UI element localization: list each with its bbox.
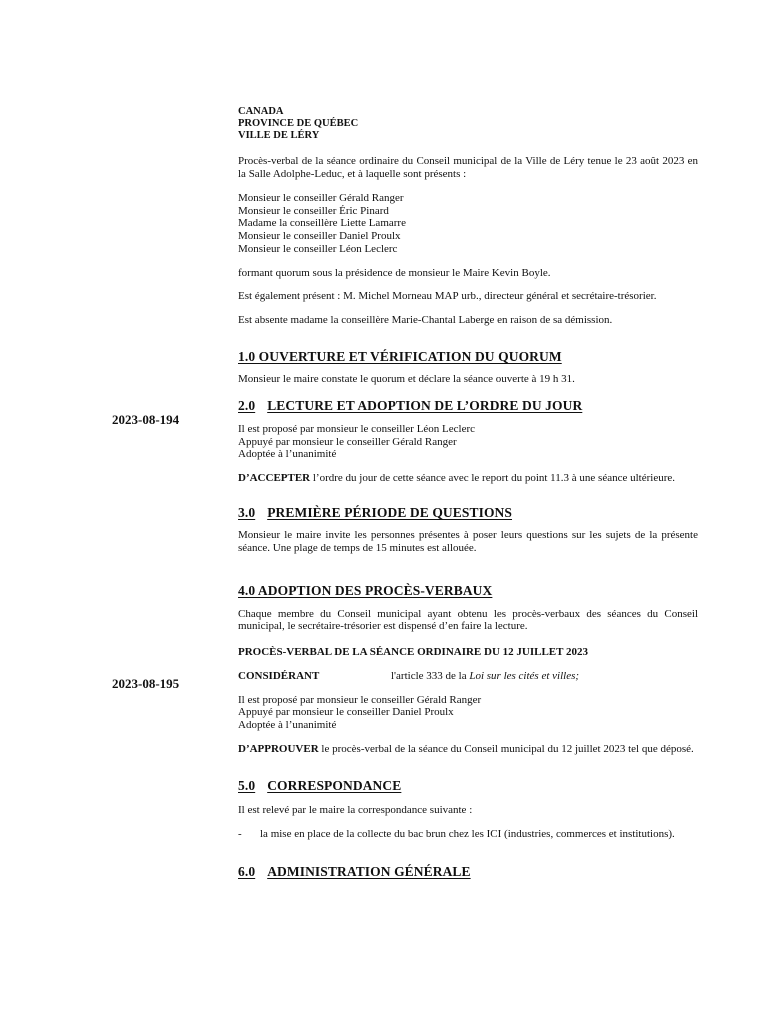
section-2-number: 2.0 [238,398,256,414]
motion-seconded: Appuyé par monsieur le conseiller Gérald Ranger [238,435,457,448]
considerant-text [391,670,579,683]
section-3-title [238,505,698,521]
resolution-title: PROCÈS-VERBAL DE LA SÉANCE ORDINAIRE DU 12 JUILLET 2023 [238,646,589,659]
decision-text: le procès-verbal de la séance du Conseil municipal du 12 juillet 2023 tel que déposé. [318,742,694,755]
header-city: VILLE DE LÉRY [238,129,320,141]
present-list [238,192,698,256]
minutes-body [238,106,698,879]
section-5-text: Il est relevé par le maire la correspondance suivante : [238,804,473,817]
jurisdiction-header [238,106,698,141]
considerant-row [238,670,698,683]
also-present-title: MAP [434,290,459,303]
present-member: Madame la conseillère Liette Lamarre [238,217,406,230]
considerant-law: Loi sur les cités et villes; [469,669,580,682]
section-2-motion [238,423,698,461]
motion-adopted: Adoptée à l’unanimité [238,719,337,732]
correspondence-item [238,828,698,841]
motion-seconded: Appuyé par monsieur le conseiller Daniel Proulx [238,706,454,719]
also-present-text: Est également présent : M. Michel Morneau [238,290,435,303]
considerant-article: l'article 333 de la [391,669,470,682]
section-6-heading: ADMINISTRATION GÉNÉRALE [267,863,471,879]
header-country: CANADA [238,106,284,117]
absent-paragraph: Est absente madame la conseillère Marie-Chantal Laberge en raison de sa démission. [238,314,613,326]
present-member: Monsieur le conseiller Léon Leclerc [238,242,398,255]
decision-keyword: D’APPROUVER [238,742,319,755]
section-6-title [238,864,698,880]
motion-adopted: Adoptée à l’unanimité [238,448,337,461]
considerant-label: CONSIDÉRANT [238,669,320,682]
section-2-decision [238,472,698,485]
section-1-title: 1.0 OUVERTURE ET VÉRIFICATION DU QUORUM [238,348,562,364]
resolution-number: 2023-08-194 [112,412,180,427]
decision-keyword: D’ACCEPTER [238,472,311,485]
resolution-number: 2023-08-195 [112,676,180,691]
motion-proposed: Il est proposé par monsieur le conseiller Gérald Ranger [238,693,482,706]
header-province: PROVINCE DE QUÉBEC [238,117,359,129]
section-4-motion [238,694,698,732]
section-4-text: Chaque membre du Conseil municipal ayant obtenu les procès-verbaux des séances du Conseil municipal, le secrétaire-trésorier est dispensé d’en faire la lecture. [238,607,698,633]
section-2-heading: LECTURE ET ADOPTION DE L’ORDRE DU JOUR [267,398,583,414]
section-3-text: Monsieur le maire invite les personnes présentes à poser leurs questions sur les sujets de la présente séance. Une plage de temps de 15 minutes est allouée. [238,529,698,555]
decision-text: l’ordre du jour de cette séance avec le report du point 11.3 à une séance ultérieure. [310,472,675,485]
present-member: Monsieur le conseiller Éric Pinard [238,204,389,217]
section-4-title: 4.0 ADOPTION DES PROCÈS-VERBAUX [238,582,493,598]
intro-paragraph: Procès-verbal de la séance ordinaire du Conseil municipal de la Ville de Léry tenue le 23 août 2023 en la Salle Adolphe-Leduc, et à laquelle sont présents : [238,155,698,180]
section-6-number: 6.0 [238,863,256,879]
motion-proposed: Il est proposé par monsieur le conseiller Léon Leclerc [238,422,476,435]
correspondence-text: la mise en place de la collecte du bac brun chez les ICI (industries, commerces et institutions). [260,828,675,841]
also-present-role: urb., directeur général et secrétaire-trésorier. [458,290,657,303]
section-3-number: 3.0 [238,504,256,520]
section-3-heading: PREMIÈRE PÉRIODE DE QUESTIONS [267,504,513,520]
section-1-text: Monsieur le maire constate le quorum et déclare la séance ouverte à 19 h 31. [238,373,575,386]
section-2-title [238,398,698,414]
bullet-dash: - [238,828,242,841]
also-present-paragraph [238,290,698,303]
section-4-decision [238,743,698,756]
section-5-number: 5.0 [238,777,256,793]
present-member: Monsieur le conseiller Daniel Proulx [238,230,401,242]
present-member: Monsieur le conseiller Gérald Ranger [238,191,404,204]
section-5-title [238,778,698,794]
section-5-heading: CORRESPONDANCE [267,777,402,793]
quorum-paragraph: formant quorum sous la présidence de monsieur le Maire Kevin Boyle. [238,266,551,279]
